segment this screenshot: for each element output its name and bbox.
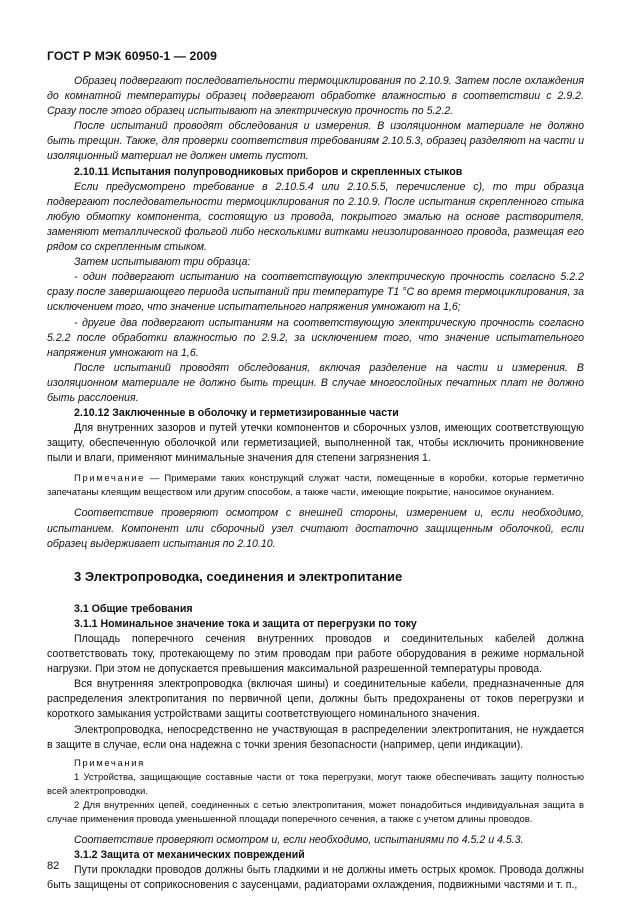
document-header: ГОСТ Р МЭК 60950-1 — 2009 (47, 49, 218, 63)
note (47, 472, 584, 500)
paragraph: Для внутренних зазоров и путей утечки компонентов и сборочных узлов, имеющих соответствующую защиту, обеспеченную оболочкой или герметизацией, выполненной так, чтобы исключить проникновение пыли и влаги, применяют минимальные значения для степени загрязнения 1. (47, 422, 584, 465)
list-item: - один подвергают испытанию на соответствующую электрическую прочность согласно 5.2.2 сразу после завершающего периода испытаний при температуре T1 °C во время термоциклирования, за исключением того, что значение испытательного напряжения умножают на 1,6; (47, 271, 584, 314)
note-text: — Примерами таких конструкций служат части, помещенные в коробки, которые герметично запечатаны клеящим веществом или другим способом, а также части, имеющие покрытие, наносимое окунанием. (47, 473, 584, 499)
paragraph: Вся внутренняя электропроводка (включая шины) и соединительные кабели, предназначенные для распределения электропитания по первичной цепи, должны быть предохранены от токов перегрузки и короткого замыкания устройствами защиты соответствующего номинального значения. (47, 678, 584, 721)
paragraph: Образец подвергают последовательности термоциклирования по 2.10.9. Затем после охлаждения до комнатной температуры образец подвергают обработке влажностью в соответствии с 2.9.2. Сразу после этого образец испытывают на электрическую прочность по 5.2.2. (47, 75, 584, 118)
paragraph: Электропроводка, непосредственно не участвующая в распределении электропитания, не нуждается в защите в случае, если она надежна с точки зрения безопасности (например, цепи индикации). (47, 723, 584, 751)
section-heading-3-1: 3.1 Общие требования (74, 602, 193, 615)
note: 2 Для внутренних цепей, соединенных с сетью электропитания, может понадобиться индивидуальная защита в случае применения провода уменьшенной площади поперечного сечения, а также с учетом длины проводов. (47, 799, 584, 825)
section-heading-3-1-1: 3.1.1 Номинальное значение тока и защита от перегрузки по току (74, 617, 417, 630)
paragraph: Соответствие проверяют осмотром и, если необходимо, испытаниями по 4.5.2 и 4.5.3. (74, 833, 524, 846)
paragraph: Если предусмотрено требование в 2.10.5.4 или 2.10.5.5, перечисление с), то три образца подвергают последовательности термоциклирования по 2.10.9. После испытания скрепленного стыка любую обмотку компонента, состоящую из провода, покрытого эмалью на основе растворителя, заменяют металлической фольгой либо несколькими витками неизолированного провода, размещая его рядом со скрепленным стыком. (47, 180, 584, 254)
paragraph: Пути прокладки проводов должны быть гладкими и не должны иметь острых кромок. Провода должны быть защищены от соприкосновения с заусенцами, радиаторами охлаждения, подвижными частями и т. п., (47, 863, 584, 892)
paragraph: Соответствие проверяют осмотром с внешней стороны, измерением и, если необходимо, испытанием. Компонент или сборочный узел считают достаточно защищенным оболочкой, если образец выдерживает испытания по 2.10.10. (47, 507, 584, 550)
section-heading-2-10-12: 2.10.12 Заключенные в оболочку и герметизированные части (74, 407, 399, 420)
notes-label: Примечания (74, 757, 145, 769)
section-heading-3-1-2: 3.1.2 Защита от механических повреждений (74, 848, 305, 861)
section-heading-3: 3 Электропроводка, соединения и электропитание (74, 568, 403, 584)
note: 1 Устройства, защищающие составные части от тока перегрузки, могут также обеспечивать защиту полностью всей электропроводки. (47, 771, 584, 797)
paragraph: После испытаний проводят обследования и измерения. В изоляционном материале не должно быть трещин. Также, для проверки соответствия требованиям 2.10.5.3, образец разделяют на части и изоляционный материал не должен иметь пустот. (47, 120, 584, 163)
document-body (47, 74, 584, 893)
page-number: 82 (47, 860, 60, 872)
paragraph: После испытаний проводят обследования, включая разделение на части и измерения. В изоляционном материале не должно быть трещин. В случае многослойных печатных плат не должно быть расслоения. (47, 361, 584, 404)
paragraph: Затем испытывают три образца: (74, 256, 251, 269)
note-label: Примечание (74, 473, 145, 485)
section-heading-2-10-11: 2.10.11 Испытания полупроводниковых приборов и скрепленных стыков (74, 165, 463, 178)
paragraph: Площадь поперечного сечения внутренних проводов и соединительных кабелей должна соответствовать току, протекающему по этим проводам при работе оборудования в режиме нормальной нагрузки. При этом не допускается превышения максимальной разрешенной температуры провода. (47, 633, 584, 676)
list-item: - другие два подвергают испытаниям на соответствующую электрическую прочность согласно 5.2.2 после обработки влажностью по 2.9.2, за исключением того, что значение испытательного напряжения умножают на 1,6. (47, 316, 584, 359)
